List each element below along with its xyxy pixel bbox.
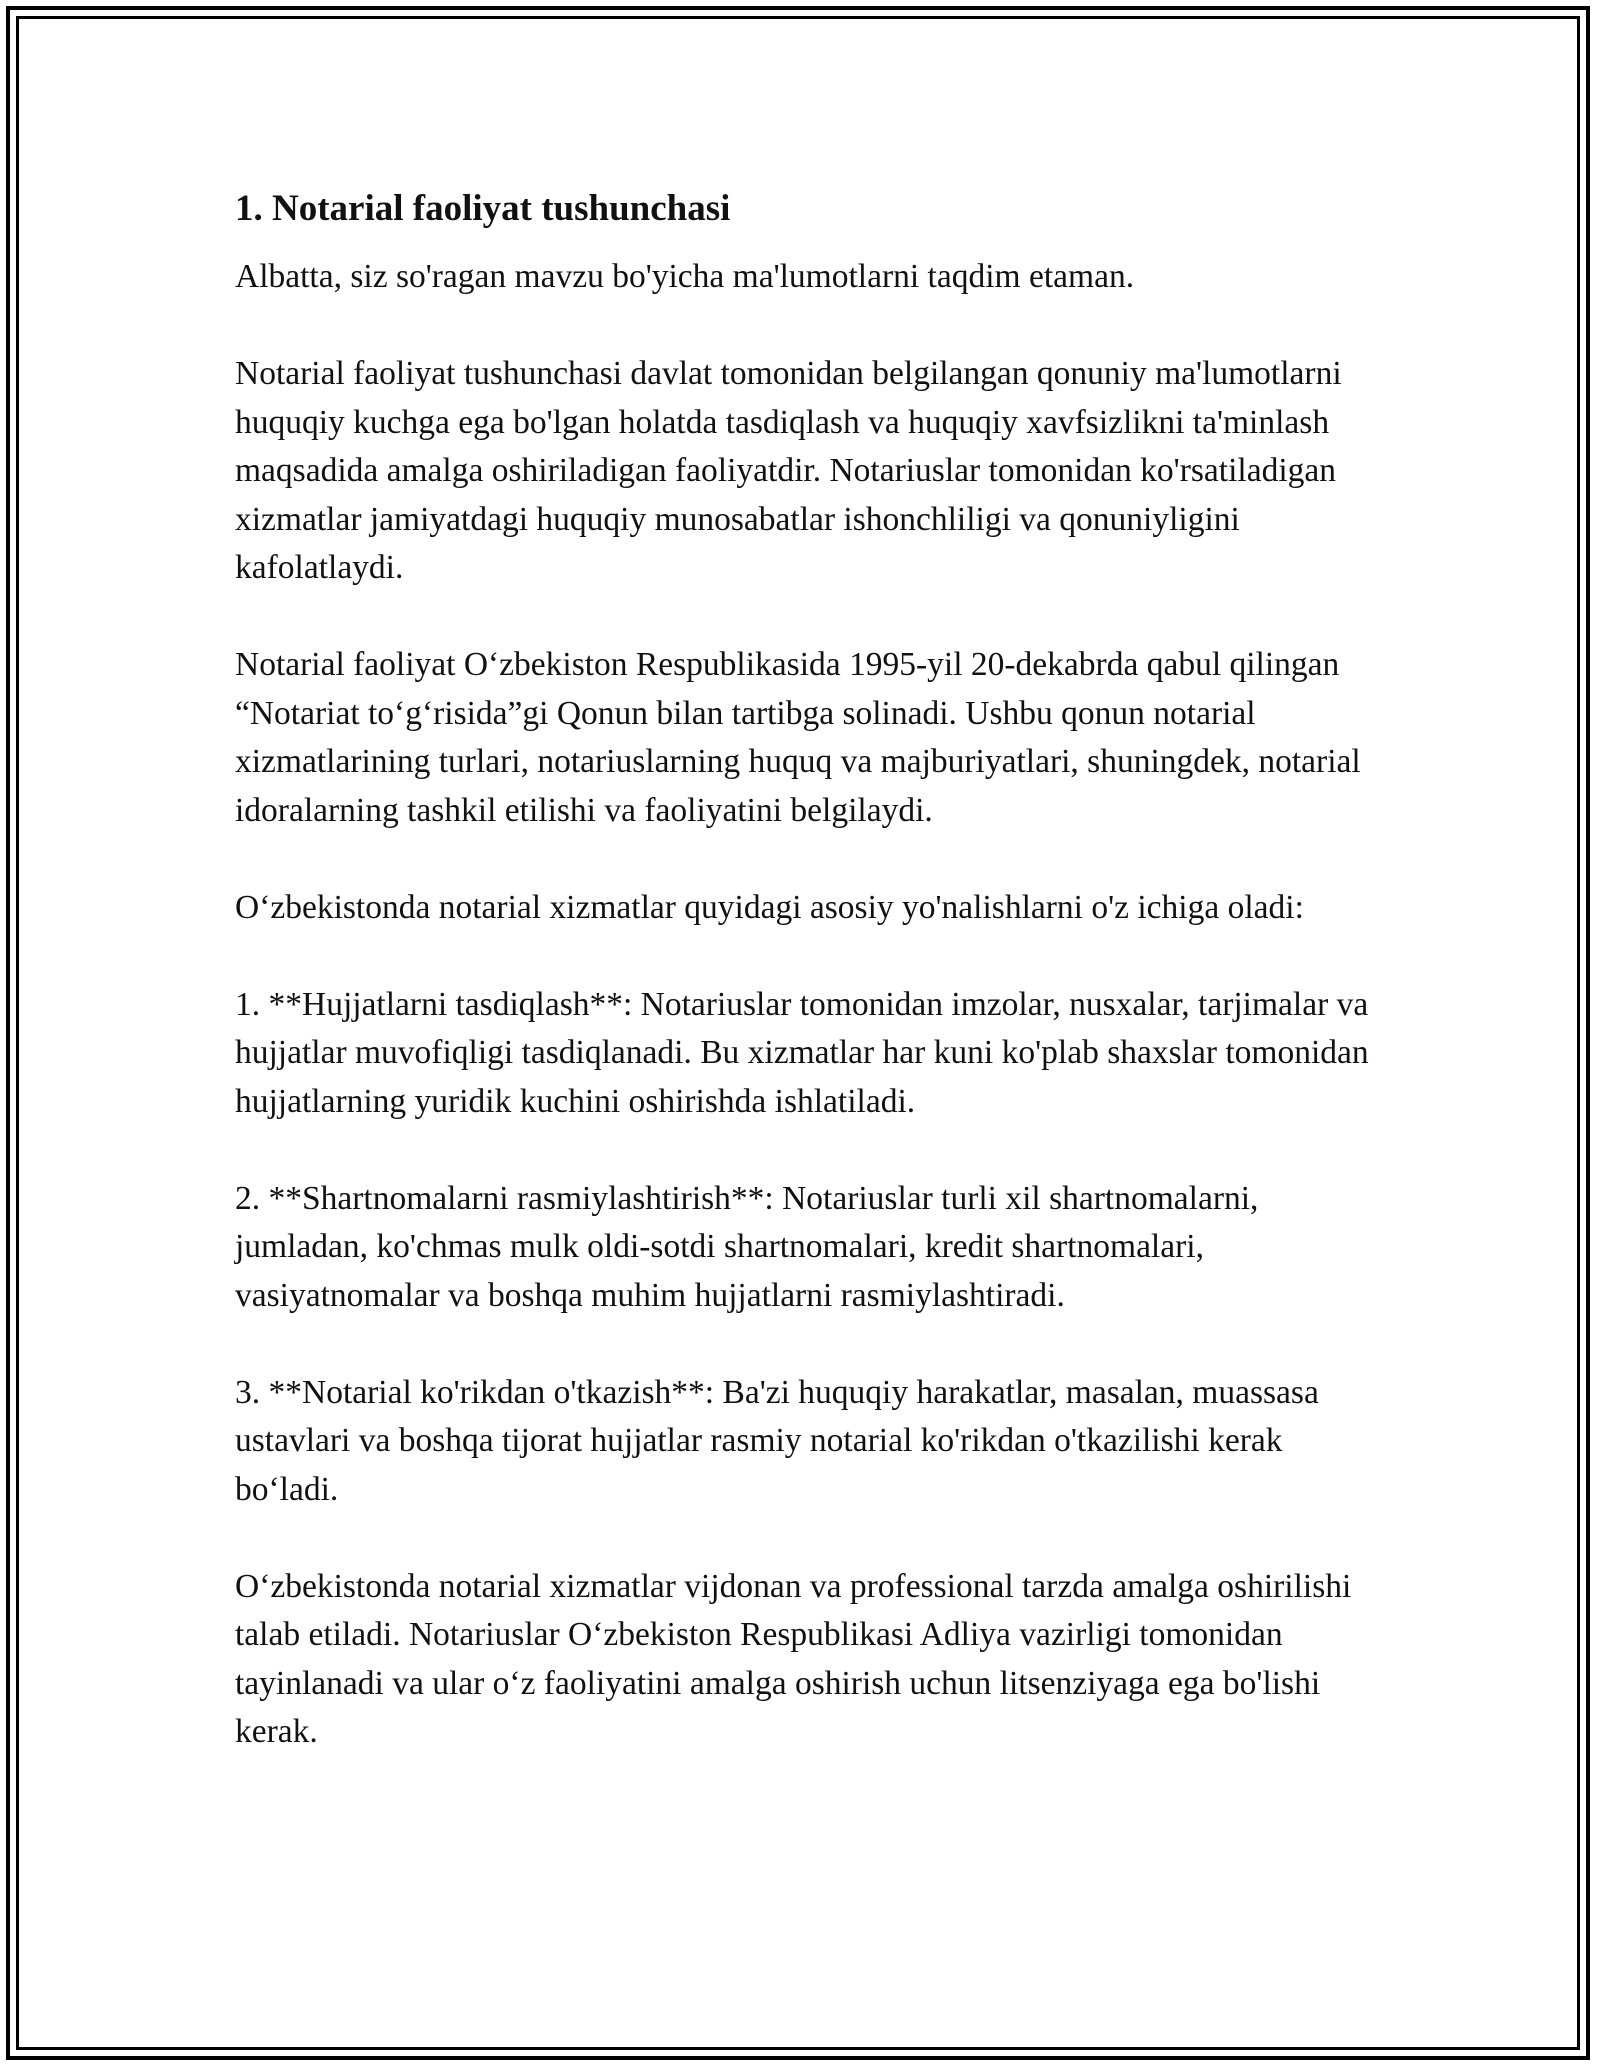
document-body	[235, 185, 1375, 1805]
definition-paragraph: Notarial faoliyat tushunchasi davlat tomonidan belgilangan qonuniy ma'lumotlarni huquqiy kuchga ega bo'lgan holatda tasdiqlash va huquqiy xavfsizlikni ta'minlash maqsadida amalga oshiriladigan faoliyatdir. Notariuslar tomonidan ko'rsatiladigan xizmatlar jamiyatdagi huquqiy munosabatlar ishonchliligi va qonuniyligini kafolatlaydi.	[235, 355, 1342, 586]
list-item-notarial-review: 3. **Notarial ko'rikdan o'tkazish**: Ba'zi huquqiy harakatlar, masalan, muassasa ustavlari va boshqa tijorat hujjatlar rasmiy notarial ko'rikdan o'tkazilishi kerak bo‘ladi.	[235, 1373, 1319, 1508]
list-item-document-certification: 1. **Hujjatlarni tasdiqlash**: Notariuslar tomonidan imzolar, nusxalar, tarjimalar va hujjatlar muvofiqligi tasdiqlanadi. Bu xizmatlar har kuni ko'plab shaxslar tomonidan hujjatlarning yuridik kuchini oshirishda ishlatiladi.	[235, 985, 1369, 1120]
conclusion-paragraph: O‘zbekistonda notarial xizmatlar vijdonan va professional tarzda amalga oshirilishi talab etiladi. Notariuslar O‘zbekiston Respublikasi Adliya vazirligi tomonidan tayinlanadi va ular o‘z faoliyatini amalga oshirish uchun litsenziyaga ega bo'lishi kerak.	[235, 1567, 1352, 1750]
law-paragraph: Notarial faoliyat O‘zbekiston Respublikasida 1995-yil 20-dekabrda qabul qilingan “Notariat to‘g‘risida”gi Qonun bilan tartibga solinadi. Ushbu qonun notarial xizmatlarining turlari, notariuslarning huquq va majburiyatlari, shuningdek, notarial idoralarning tashkil etilishi va faoliyatini belgilaydi.	[235, 646, 1361, 829]
directions-intro-paragraph: O‘zbekistonda notarial xizmatlar quyidagi asosiy yo'nalishlarni o'z ichiga oladi:	[235, 888, 1304, 926]
list-item-contract-formalization: 2. **Shartnomalarni rasmiylashtirish**: Notariuslar turli xil shartnomalarni, jumladan, ko'chmas mulk oldi-sotdi shartnomalari, kredit shartnomalari, vasiyatnomalar va boshqa muhim hujjatlarni rasmiylashtiradi.	[235, 1179, 1259, 1314]
intro-paragraph: Albatta, siz so'ragan mavzu bo'yicha ma'lumotlarni taqdim etaman.	[235, 258, 1135, 295]
section-heading: 1. Notarial faoliyat tushunchasi	[235, 188, 731, 229]
